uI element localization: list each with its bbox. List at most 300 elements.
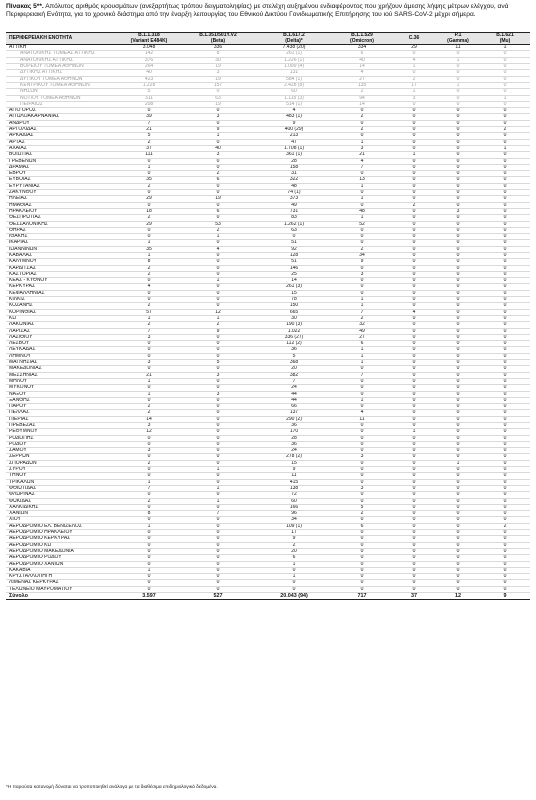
- count-cell: 2: [118, 498, 180, 504]
- count-cell: 53: [180, 221, 256, 227]
- region-name: ΒΟΙΩΤΙΑΣ: [6, 152, 118, 158]
- count-cell: 0: [392, 133, 436, 139]
- count-cell: 0: [480, 479, 530, 485]
- count-cell: 0: [480, 378, 530, 384]
- count-cell: 0: [480, 498, 530, 504]
- count-cell: 0: [118, 108, 180, 114]
- count-cell: 0: [436, 372, 480, 378]
- count-cell: 0: [436, 145, 480, 151]
- count-cell: 382: [256, 372, 332, 378]
- count-cell: 0: [392, 460, 436, 466]
- count-cell: 7: [180, 511, 256, 517]
- count-cell: 0: [332, 429, 392, 435]
- count-cell: 423: [118, 76, 180, 82]
- region-name: ΦΩΚΙΔΑΣ: [6, 498, 118, 504]
- region-name: ΗΡΑΚΛΕΙΟΥ: [6, 208, 118, 214]
- count-cell: 109 (1): [256, 523, 332, 529]
- count-cell: 9: [256, 120, 332, 126]
- count-cell: 0: [392, 221, 436, 227]
- region-name: ΣΑΜΟΥ: [6, 448, 118, 454]
- count-cell: 4: [332, 158, 392, 164]
- region-name: ΚΕΝΤΡΙΚΟΥ ΤΟΜΕΑ ΑΘΗΝΩΝ: [6, 82, 118, 88]
- count-cell: 3: [118, 334, 180, 340]
- count-cell: 52: [332, 221, 392, 227]
- count-cell: 0: [392, 372, 436, 378]
- count-cell: 0: [480, 366, 530, 372]
- count-cell: 0: [392, 171, 436, 177]
- count-cell: 3: [118, 360, 180, 366]
- region-name: ΑΓΙΟ ΟΡΟΣ: [6, 108, 118, 114]
- region-name: ΛΕΥΚΑΔΑΣ: [6, 347, 118, 353]
- count-cell: 0: [256, 567, 332, 573]
- variants-table: [6, 32, 530, 600]
- count-cell: 0: [480, 574, 530, 580]
- count-cell: 0: [392, 284, 436, 290]
- count-cell: 0: [180, 334, 256, 340]
- count-cell: 135: [332, 82, 392, 88]
- count-cell: 0: [332, 278, 392, 284]
- count-cell: 0: [480, 64, 530, 70]
- count-cell: 0: [480, 454, 530, 460]
- count-cell: 0: [180, 404, 256, 410]
- count-cell: 0: [118, 441, 180, 447]
- count-cell: 11: [436, 45, 480, 51]
- count-cell: 0: [436, 353, 480, 359]
- count-cell: 0: [480, 108, 530, 114]
- region-name: ΞΑΝΘΗΣ: [6, 397, 118, 403]
- count-cell: 0: [480, 328, 530, 334]
- count-cell: 0: [480, 511, 530, 517]
- count-cell: 0: [180, 215, 256, 221]
- count-cell: 0: [332, 435, 392, 441]
- region-name: ΚΑΣΤΟΡΙΑΣ: [6, 271, 118, 277]
- count-cell: 2: [332, 246, 392, 252]
- count-cell: 0: [480, 561, 530, 567]
- count-cell: 0: [392, 567, 436, 573]
- count-cell: 14: [256, 278, 332, 284]
- count-cell: 0: [436, 95, 480, 101]
- count-cell: 0: [436, 303, 480, 309]
- count-cell: 0: [480, 441, 530, 447]
- count-cell: 0: [180, 548, 256, 554]
- count-cell: 0: [392, 536, 436, 542]
- count-cell: 0: [436, 139, 480, 145]
- column-header-variant: B.1.621 (Mu): [480, 33, 530, 45]
- count-cell: 361 (1): [256, 152, 332, 158]
- count-cell: 0: [392, 561, 436, 567]
- count-cell: 190 (3): [256, 322, 332, 328]
- region-name: ΚΕΦΑΛΛΗΝΙΑΣ: [6, 290, 118, 296]
- count-cell: 322: [256, 177, 332, 183]
- count-cell: 0: [436, 89, 480, 95]
- count-cell: 0: [392, 586, 436, 592]
- count-cell: 0: [480, 265, 530, 271]
- count-cell: 0: [480, 164, 530, 170]
- total-cell: 12: [436, 593, 480, 600]
- count-cell: 63: [256, 227, 332, 233]
- count-cell: 0: [392, 410, 436, 416]
- count-cell: 0: [180, 561, 256, 567]
- count-cell: 28: [256, 435, 332, 441]
- region-name: ΑΕΡΟΔΡΟΜΙΟ ΧΑΝΙΩΝ: [6, 561, 118, 567]
- count-cell: 0: [118, 190, 180, 196]
- count-cell: 3: [332, 271, 392, 277]
- region-name: ΑΕΡΟΔΡΟΜΙΟ ΡΟΔΟΥ: [6, 555, 118, 561]
- count-cell: 0: [118, 227, 180, 233]
- count-cell: 0: [436, 284, 480, 290]
- count-cell: 0: [392, 227, 436, 233]
- count-cell: 0: [480, 530, 530, 536]
- count-cell: 0: [480, 246, 530, 252]
- region-name: ΑΧΑΪΑΣ: [6, 145, 118, 151]
- count-cell: 27: [332, 334, 392, 340]
- region-name: ΡΟΔΟΥ: [6, 441, 118, 447]
- count-cell: 0: [332, 448, 392, 454]
- count-cell: 0: [392, 542, 436, 548]
- count-cell: 17: [392, 82, 436, 88]
- region-name: ΕΥΡΥΤΑΝΙΑΣ: [6, 183, 118, 189]
- count-cell: 0: [436, 536, 480, 542]
- count-cell: 261 (1): [256, 51, 332, 57]
- count-cell: 0: [436, 177, 480, 183]
- total-cell: 527: [180, 593, 256, 600]
- region-name: ΠΑΡΟΥ: [6, 404, 118, 410]
- caption-text: Απόλυτος αριθμός κρουσμάτων (ανεξαρτήτως τρόπου δειγματοληψίας) με στελέχη αυξημένου ενδιαφέροντος που χρήζουν άμεσης λήψης μέτρων ελέγχου, ανά Περιφερειακή Ενότητα, για το χρονικό διάστημα από την έναρξη λειτουργίας του Εθνικού Δικτύου Γονιδιωματικής Επιτήρησης του ιού SARS-CoV-2 μέχρι σήμερα.: [6, 3, 509, 18]
- count-cell: 0: [436, 454, 480, 460]
- region-name: ΑΤΤΙΚΗ: [6, 45, 118, 51]
- count-cell: 1: [332, 360, 392, 366]
- count-cell: 1: [118, 523, 180, 529]
- count-cell: 264: [118, 64, 180, 70]
- count-cell: 0: [480, 492, 530, 498]
- count-cell: 0: [392, 555, 436, 561]
- count-cell: 0: [480, 51, 530, 57]
- count-cell: 6: [256, 555, 332, 561]
- count-cell: 0: [436, 101, 480, 107]
- count-cell: 19: [180, 101, 256, 107]
- count-cell: 0: [436, 498, 480, 504]
- count-cell: 0: [118, 171, 180, 177]
- region-name: ΣΥΡΟΥ: [6, 467, 118, 473]
- count-cell: 0: [180, 441, 256, 447]
- count-cell: 1: [256, 574, 332, 580]
- column-header-variant: B.1.1.318 (Variant E484K): [118, 33, 180, 45]
- count-cell: 0: [392, 548, 436, 554]
- count-cell: 1: [332, 215, 392, 221]
- count-cell: 0: [436, 423, 480, 429]
- count-cell: 57: [118, 309, 180, 315]
- count-cell: 0: [480, 215, 530, 221]
- count-cell: 0: [180, 265, 256, 271]
- region-name: ΚΕΡΚΥΡΑΣ: [6, 284, 118, 290]
- count-cell: 2: [180, 322, 256, 328]
- count-cell: 20: [256, 366, 332, 372]
- count-cell: 0: [332, 120, 392, 126]
- region-name: ΑΕΡΟΔΡΟΜΙΟ ΚΕΡΚΥΡΑΣ: [6, 536, 118, 542]
- count-cell: 1: [480, 45, 530, 51]
- count-cell: 0: [118, 542, 180, 548]
- count-cell: 131: [256, 70, 332, 76]
- count-cell: 0: [436, 366, 480, 372]
- count-cell: 0: [180, 586, 256, 592]
- region-name: ΑΡΓΟΛΙΔΑΣ: [6, 127, 118, 133]
- count-cell: 0: [332, 536, 392, 542]
- count-cell: 261 (3): [256, 284, 332, 290]
- count-cell: 1: [436, 57, 480, 63]
- region-name: ΑΕΡΟΔΡΟΜΙΟ ΜΑΚΕΔΟΝΙΑ: [6, 548, 118, 554]
- count-cell: 0: [392, 196, 436, 202]
- count-cell: 7: [256, 378, 332, 384]
- count-cell: 0: [436, 215, 480, 221]
- count-cell: 0: [480, 548, 530, 554]
- count-cell: 1: [180, 278, 256, 284]
- count-cell: 0: [436, 183, 480, 189]
- count-cell: 0: [480, 139, 530, 145]
- count-cell: 0: [480, 259, 530, 265]
- count-cell: 0: [180, 284, 256, 290]
- count-cell: 0: [480, 202, 530, 208]
- count-cell: 0: [332, 265, 392, 271]
- count-cell: 1: [180, 234, 256, 240]
- count-cell: 0: [436, 467, 480, 473]
- count-cell: 0: [436, 391, 480, 397]
- count-cell: 44: [256, 397, 332, 403]
- region-name: ΝΗΣΩΝ: [6, 89, 118, 95]
- count-cell: 0: [332, 498, 392, 504]
- region-name: ΠΕΙΡΑΙΩΣ: [6, 101, 118, 107]
- count-cell: 2: [332, 89, 392, 95]
- count-cell: 0: [118, 366, 180, 372]
- count-cell: 2: [180, 227, 256, 233]
- region-name: ΛΑΡΙΣΑΣ: [6, 328, 118, 334]
- count-cell: 0: [180, 158, 256, 164]
- region-name: ΠΙΕΡΙΑΣ: [6, 416, 118, 422]
- region-name: ΔΥΤΙΚΟΥ ΤΟΜΕΑ ΑΘΗΝΩΝ: [6, 76, 118, 82]
- region-name: ΡΕΘΥΜΝΟΥ: [6, 429, 118, 435]
- count-cell: 0: [436, 504, 480, 510]
- count-cell: 112 (2): [256, 341, 332, 347]
- count-cell: 2: [332, 315, 392, 321]
- region-name: ΖΑΚΥΝΘΟΥ: [6, 190, 118, 196]
- count-cell: 1: [180, 498, 256, 504]
- count-cell: 0: [118, 574, 180, 580]
- count-cell: 6: [332, 523, 392, 529]
- count-cell: 1: [392, 64, 436, 70]
- count-cell: 1: [180, 133, 256, 139]
- region-name: ΧΑΝΙΩΝ: [6, 511, 118, 517]
- region-name: ΡΟΔΟΠΗΣ: [6, 435, 118, 441]
- count-cell: 4: [392, 309, 436, 315]
- region-name: ΣΠΟΡΑΔΩΝ: [6, 460, 118, 466]
- region-name: ΑΙΤΩΛΟΑΚΑΡΝΑΝΙΑΣ: [6, 114, 118, 120]
- count-cell: 0: [180, 108, 256, 114]
- count-cell: 0: [392, 108, 436, 114]
- count-cell: 0: [480, 82, 530, 88]
- region-name: ΛΑΣΙΘΙΟΥ: [6, 334, 118, 340]
- count-cell: 5: [256, 353, 332, 359]
- count-cell: 44: [256, 391, 332, 397]
- count-cell: 0: [436, 234, 480, 240]
- count-cell: 0: [180, 460, 256, 466]
- count-cell: 0: [480, 360, 530, 366]
- count-cell: 0: [180, 523, 256, 529]
- count-cell: 0: [118, 473, 180, 479]
- count-cell: 40: [180, 145, 256, 151]
- count-cell: 0: [480, 114, 530, 120]
- count-cell: 336: [180, 45, 256, 51]
- count-cell: 0: [436, 158, 480, 164]
- count-cell: 0: [392, 517, 436, 523]
- count-cell: 0: [480, 309, 530, 315]
- count-cell: 0: [436, 265, 480, 271]
- count-cell: 0: [480, 221, 530, 227]
- count-cell: 1: [118, 479, 180, 485]
- count-cell: 47: [256, 139, 332, 145]
- region-name: ΤΡΙΚΑΛΩΝ: [6, 479, 118, 485]
- count-cell: 0: [436, 196, 480, 202]
- count-cell: 1.262 (1): [256, 221, 332, 227]
- count-cell: 111: [118, 152, 180, 158]
- region-name: ΦΛΩΡΙΝΑΣ: [6, 492, 118, 498]
- count-cell: 0: [180, 410, 256, 416]
- count-cell: 0: [180, 429, 256, 435]
- table-header: [6, 33, 530, 45]
- count-cell: 0: [332, 460, 392, 466]
- count-cell: 0: [436, 561, 480, 567]
- count-cell: 3: [180, 391, 256, 397]
- count-cell: 2: [118, 410, 180, 416]
- region-name: ΜΑΚΕΔΟΝΙΑΣ: [6, 366, 118, 372]
- count-cell: 0: [436, 548, 480, 554]
- count-cell: 0: [118, 580, 180, 586]
- count-cell: 0: [118, 504, 180, 510]
- region-name: ΦΘΙΩΤΙΔΑΣ: [6, 485, 118, 491]
- count-cell: 0: [332, 561, 392, 567]
- count-cell: 0: [118, 202, 180, 208]
- count-cell: 1: [332, 139, 392, 145]
- count-cell: 0: [118, 561, 180, 567]
- count-cell: 0: [480, 284, 530, 290]
- region-name: ΚΑΛΥΜΝΟΥ: [6, 259, 118, 265]
- count-cell: 8: [180, 51, 256, 57]
- count-cell: 4: [256, 108, 332, 114]
- count-cell: 9: [256, 467, 332, 473]
- region-name: ΧΙΟΥ: [6, 517, 118, 523]
- region-name: ΗΛΕΙΑΣ: [6, 196, 118, 202]
- count-cell: 0: [436, 410, 480, 416]
- count-cell: 72: [256, 492, 332, 498]
- count-cell: 208: [118, 101, 180, 107]
- count-cell: 0: [436, 120, 480, 126]
- count-cell: 0: [480, 101, 530, 107]
- count-cell: 0: [436, 51, 480, 57]
- count-cell: 0: [332, 171, 392, 177]
- region-name: ΑΕΡΟΔΡΟΜΙΟ ΕΛ. ΒΕΝΙΖΕΛΟΣ: [6, 523, 118, 529]
- count-cell: 83: [256, 215, 332, 221]
- count-cell: 4: [332, 410, 392, 416]
- count-cell: 0: [332, 548, 392, 554]
- count-cell: 0: [332, 517, 392, 523]
- count-cell: 14: [332, 101, 392, 107]
- count-cell: 0: [436, 171, 480, 177]
- count-cell: 0: [436, 586, 480, 592]
- count-cell: 0: [436, 517, 480, 523]
- count-cell: 3: [180, 372, 256, 378]
- count-cell: 1: [118, 378, 180, 384]
- count-cell: 8: [118, 259, 180, 265]
- count-cell: 0: [392, 271, 436, 277]
- count-cell: 1: [118, 252, 180, 258]
- count-cell: 0: [256, 234, 332, 240]
- count-cell: 0: [180, 416, 256, 422]
- count-cell: 0: [480, 252, 530, 258]
- count-cell: 0: [480, 120, 530, 126]
- count-cell: 1: [436, 460, 480, 466]
- count-cell: 0: [480, 404, 530, 410]
- count-cell: 146: [256, 265, 332, 271]
- count-cell: 0: [480, 70, 530, 76]
- count-cell: 7: [332, 164, 392, 170]
- count-cell: 0: [480, 517, 530, 523]
- count-cell: 2: [118, 322, 180, 328]
- count-cell: 278 (2): [256, 454, 332, 460]
- region-name: ΛΙΜΕΝΑΣ ΚΕΡΚΥΡΑΣ: [6, 580, 118, 586]
- region-name: ΑΝΑΤΟΛΙΚΗΣ ΑΤΤΙΚΗΣ: [6, 57, 118, 63]
- count-cell: 30: [180, 57, 256, 63]
- count-cell: 17: [256, 530, 332, 536]
- count-cell: 4: [392, 57, 436, 63]
- count-cell: 0: [118, 297, 180, 303]
- count-cell: 0: [392, 404, 436, 410]
- count-cell: 0: [118, 435, 180, 441]
- count-cell: 1: [118, 164, 180, 170]
- count-cell: 2: [118, 265, 180, 271]
- count-cell: 30: [256, 315, 332, 321]
- count-cell: 0: [332, 385, 392, 391]
- count-cell: 2: [480, 127, 530, 133]
- count-cell: 3: [180, 70, 256, 76]
- count-cell: 0: [392, 574, 436, 580]
- region-name: ΧΑΛΚΙΔΙΚΗΣ: [6, 504, 118, 510]
- count-cell: 0: [392, 366, 436, 372]
- count-cell: 0: [332, 240, 392, 246]
- count-cell: 7: [332, 372, 392, 378]
- count-cell: 0: [118, 530, 180, 536]
- count-cell: 5: [118, 133, 180, 139]
- count-cell: 19: [180, 196, 256, 202]
- count-cell: 0: [118, 347, 180, 353]
- count-cell: 0: [392, 234, 436, 240]
- count-cell: 2: [118, 215, 180, 221]
- region-name: ΚΑΚΑΒΙΑ: [6, 567, 118, 573]
- count-cell: 24: [256, 385, 332, 391]
- count-cell: 0: [436, 416, 480, 422]
- count-cell: 2: [118, 183, 180, 189]
- region-name: ΚΑΡΔΙΤΣΑΣ: [6, 265, 118, 271]
- count-cell: 0: [392, 315, 436, 321]
- count-cell: 6: [180, 208, 256, 214]
- count-cell: 1: [332, 183, 392, 189]
- count-cell: 0: [392, 246, 436, 252]
- region-name: ΝΑΞΟΥ: [6, 391, 118, 397]
- count-cell: 0: [118, 586, 180, 592]
- count-cell: 2: [332, 511, 392, 517]
- count-cell: 37: [118, 145, 180, 151]
- count-cell: 0: [118, 555, 180, 561]
- count-cell: 2: [480, 523, 530, 529]
- count-cell: 0: [392, 297, 436, 303]
- region-name: ΤΗΝΟΥ: [6, 473, 118, 479]
